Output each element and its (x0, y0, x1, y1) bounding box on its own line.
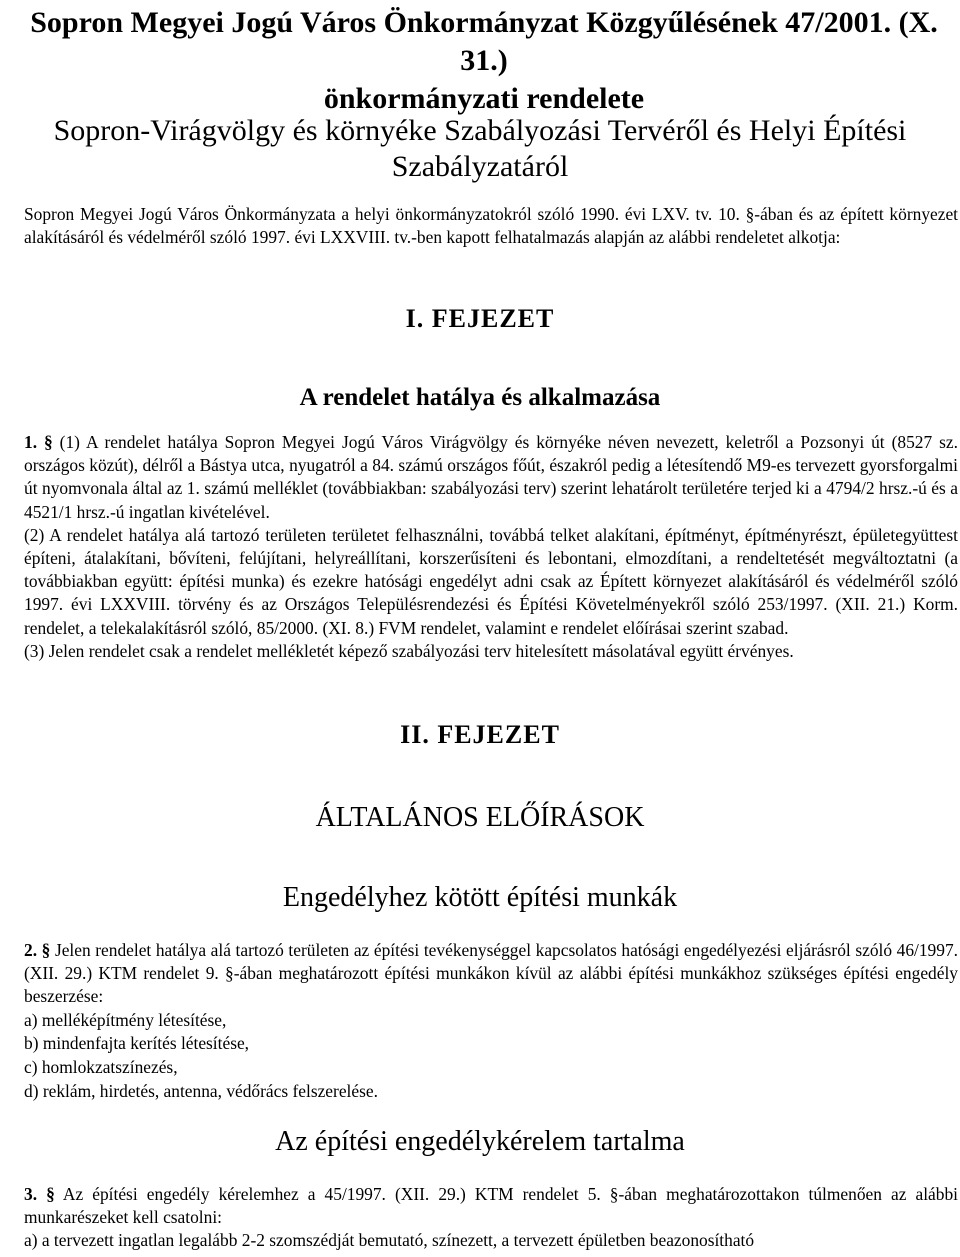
preamble (24, 203, 958, 249)
paragraph-1-clause-1-text: (1) A rendelet hatálya Sopron Megyei Jogú Város Virágvölgy és környéke néven nevezett, keletről a Pozsonyi út (8527 sz. országos közút), délről a Bástya utca, nyugatról a 84. számú országos főút, északról pedig a létesítendő M9-es tervezett gyorsforgalmi út nyomvonala által az 1. számú melléklet (továbbiakban: szabályozási terv) szerint lehatárolt területére terjed ki a 4794/2 hrsz.-ú és a 4521/1 hrsz.-ú ingatlan kivételével. (24, 432, 958, 522)
list-item: d) reklám, hirdetés, antenna, védőrács felszerelése. (24, 1081, 378, 1101)
chapter-2-caps-title: ÁLTALÁNOS ELŐÍRÁSOK (315, 802, 645, 833)
paragraph-2-text: Jelen rendelet hatálya alá tartozó területen az építési tevékenységgel kapcsolatos hatósági engedélyezési eljárásról szóló 46/1997. (XII. 29.) KTM rendelet 9. §-ában meghatározott építési munkákon kívül az alábbi építési munkákhoz szükséges építési engedély beszerzése: (24, 940, 958, 1007)
document-subtitle (40, 113, 920, 185)
paragraph-3-text-line (24, 1183, 958, 1229)
paragraph-3 (24, 1183, 958, 1253)
list-item: b) mindenfajta kerítés létesítése, (24, 1033, 250, 1054)
paragraph-3-item-a: a) a tervezett ingatlan legalább 2-2 szomszédját bemutató, színezett, a tervezett épületben beazonosítható (24, 1230, 755, 1251)
title-line-1: Sopron Megyei Jogú Város Önkormányzat Közgyűlésének 47/2001. (X. 31.) (30, 6, 938, 77)
chapter-2-subtitle: Engedélyhez kötött építési munkák (282, 882, 678, 913)
paragraph-2-text-line (24, 939, 958, 1009)
paragraph-1-clause-2: (2) A rendelet hatálya alá tartozó területen területet felhasználni, továbbá telket alakítani, építményt, építményrészt, épületegyüttest építeni, átalakítani, bővíteni, felújítani, helyreállítani, korszerűsíteni és lebontani, elmozdítani, a rendeltetését megváltoztatni (a továbbiakban együtt: építési munka) és ezekre hatósági engedélyt adni csak az Épített környezet alakításáról és védelméről szóló 1997. évi LXXVIII. törvény és az Országos Településrendezési és Építési Követelményekről szóló 253/1997. (XII. 21.) Korm. rendelet, a telekalakításról szóló, 85/2000. (XI. 8.) FVM rendelet, valamint e rendelet előírásai szerint szabad. (24, 524, 958, 638)
chapter-2-subtitle-2: Az építési engedélykérelem tartalma (275, 1126, 685, 1157)
paragraph-1-clause-3: (3) Jelen rendelet csak a rendelet mellékletét képező szabályozási terv hitelesített másolatával együtt érvényes. (24, 640, 794, 661)
paragraph-1-clause-1 (24, 431, 958, 524)
paragraph-1-number: 1. § (24, 432, 53, 452)
paragraph-2-number: 2. § (24, 940, 51, 960)
list-item: c) homlokzatszínezés, (24, 1057, 178, 1078)
document-title (24, 4, 944, 118)
paragraph-3-text: Az építési engedély kérelemhez a 45/1997. (XII. 29.) KTM rendelet 5. §-ában meghatározottakon túlmenően az alábbi munkarészeket kell csatolni: (24, 1184, 958, 1228)
chapter-1-section-title: A rendelet hatálya és alkalmazása (299, 384, 661, 411)
paragraph-3-number: 3. § (24, 1184, 55, 1204)
paragraph-2 (24, 939, 958, 1104)
chapter-1-heading: I. FEJEZET (405, 304, 555, 333)
subtitle-line-2: Szabályzatáról (391, 150, 569, 183)
list-item: a) melléképítmény létesítése, (24, 1009, 227, 1030)
preamble-text: Sopron Megyei Jogú Város Önkormányzata a helyi önkormányzatokról szóló 1990. évi LXV. tv. 10. §-ában és az épített környezet alakításáról és védelméről szóló 1997. évi LXXVIII. tv.-ben kapott felhatalmazás alapján az alábbi rendeletet alkotja: (24, 204, 958, 248)
title-line-2: önkormányzati rendelete (323, 82, 645, 115)
subtitle-line-1: Sopron-Virágvölgy és környéke Szabályozási Tervéről és Helyi Építési (53, 114, 907, 147)
chapter-2-heading: II. FEJEZET (400, 720, 560, 749)
paragraph-1 (24, 431, 958, 663)
